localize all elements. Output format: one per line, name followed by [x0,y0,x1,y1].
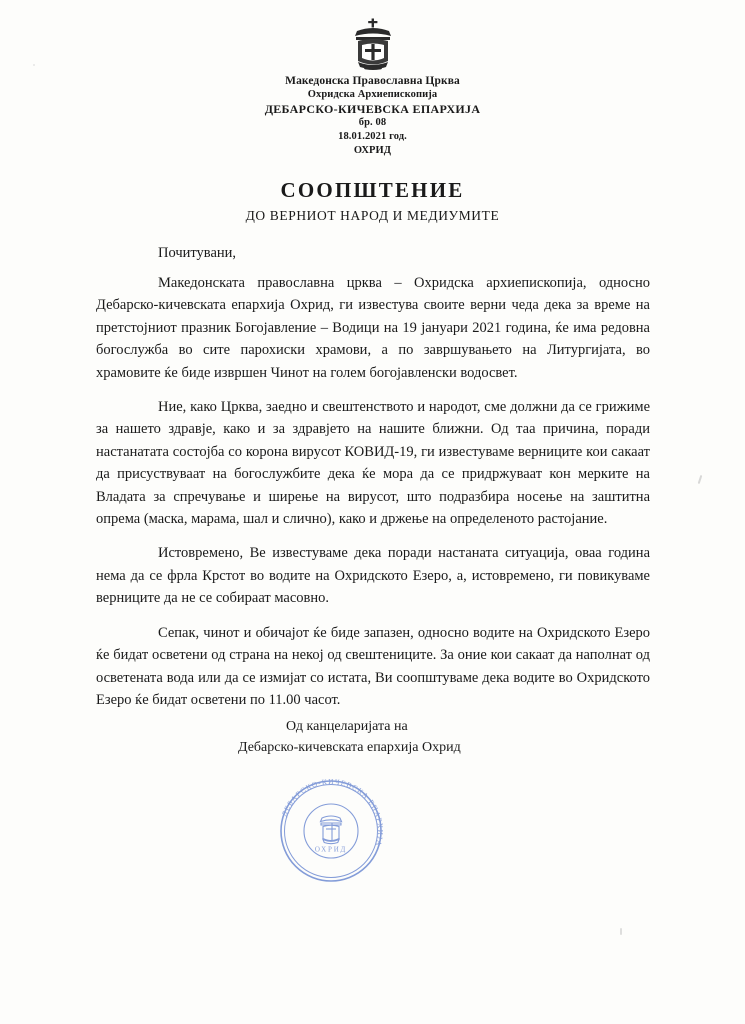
letterhead-line-2: Охридска Архиепископија [307,89,438,100]
signature-line-2: Дебарско-кичевската епархија Охрид [238,740,461,755]
page-title: СООПШТЕНИЕ [280,178,465,202]
signature-line-1: Од канцеларијата на [286,719,408,734]
page-subtitle: ДО ВЕРНИОТ НАРОД И МЕДИУМИТЕ [245,208,500,223]
scan-artifact [33,64,35,66]
official-seal-stamp-icon [272,772,390,890]
svg-text:ОХРИД: ОХРИД [314,845,348,854]
body-paragraph-3: Истовремено, Ве известуваме дека поради настаната ситуација, оваа година нема да се фрла Крстот во водите на Охридското Езеро, а, истовремено, ги повикуваме верниците да не се собираат масовно. [96,545,650,607]
scan-artifact [698,475,703,484]
body-paragraph-4: Сепак, чинот и обичајот ќе биде запазен, односно водите на Охридското Езеро ќе бидат осветени од страна на некој од свештениците. За оние кои сакаат да наполнат од осветената вода или да се измијат со истата, Ви соопштуваме дека водите во Охридското Езеро ќе бидат осветени по 11.00 часот. [96,624,650,708]
signature-block [238,716,568,758]
scan-artifact [620,928,622,935]
svg-text:ДЕБАРСКО-КИЧЕВСКА ЕПАРХИЈА: ДЕБАРСКО-КИЧЕВСКА ЕПАРХИЈА [279,776,386,848]
document-body [96,245,650,723]
letterhead-line-3: ДЕБАРСКО-КИЧЕВСКА ЕПАРХИЈА [264,102,481,116]
salutation: Почитувани, [158,245,237,261]
letterhead-line-1: Македонска Православна Црква [285,75,460,87]
letterhead [0,18,745,158]
body-paragraph-2: Ние, како Црква, заедно и свештенството и народот, сме должни да се грижиме за нашето здравје, како и за здравјето на нашите ближни. Од таа причина, поради настанатата состојба со корона вирусот КОВИД-19, ги известуваме верниците кои сакаат да присуствуваат на богослужбите дека ќе мора да се придржуваат кон мерките на Владата за спречување и ширење на вирусот, што подразбира носење на заштитна опрема (маска, марама, шал и слично), како и држење на определеното растојание. [96,399,650,528]
body-paragraph-1: Македонската православна црква – Охридска архиепископија, односно Дебарско-кичевската епархија Охрид, ги известува своите верни чеда дека за време на претстојниот празник Богојавление – Водици на 19 јануари 2021 година, ќе има редовна богослужба во сите парохиски храмови, а по завршувањето на Литургијата, во храмовите ќе биде извршен Чинот на голем богојавленски водосвет. [96,275,650,381]
letterhead-doc-number: бр. 08 [358,117,387,128]
letterhead-city: ОХРИД [353,145,392,156]
church-crest-icon [351,18,395,70]
letterhead-date: 18.01.2021 год. [338,131,407,142]
title-block [0,178,745,224]
